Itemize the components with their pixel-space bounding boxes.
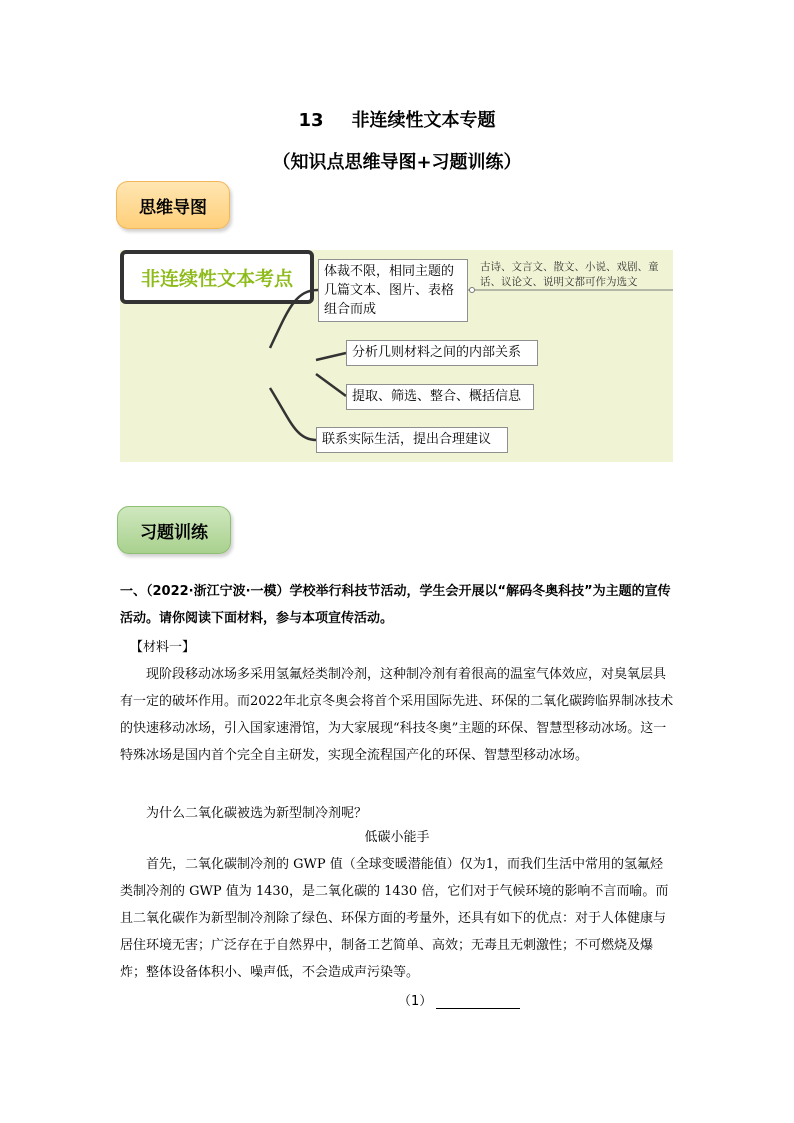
connector-1	[270, 290, 318, 348]
mindmap-diagram	[120, 250, 673, 462]
material-subtitle: 低碳小能手	[364, 830, 430, 845]
material-paragraph-2: 为什么二氧化碳被选为新型制冷剂呢？	[146, 806, 368, 821]
exercise-section-badge: 习题训练	[117, 506, 231, 554]
mindmap-node-4: 联系实际生活，提出合理建议	[316, 427, 508, 453]
question-intro: 一、（2022·浙江宁波·一模）学校举行科技节活动，学生会开展以“解码冬奥科技”为主题的宣传活动。请你阅读下面材料，参与本项宣传活动。	[120, 584, 671, 626]
mindmap-node-3: 提取、筛选、整合、概括信息	[346, 384, 534, 410]
doc-subtitle: （知识点思维导图+习题训练）	[272, 152, 522, 173]
mindmap-node-1: 体裁不限，相同主题的几篇文本、图片、表格组合而成	[318, 259, 468, 322]
connector-3	[316, 374, 346, 396]
material-label: 【材料一】	[130, 640, 196, 655]
mindmap-node-2: 分析几则材料之间的内部关系	[346, 340, 538, 366]
connector-4	[270, 388, 316, 440]
doc-title	[0, 106, 794, 132]
answer-blank	[398, 990, 520, 1009]
doc-title-number: 13	[298, 110, 324, 131]
answer-blank-label: （1）	[398, 994, 433, 1009]
material-paragraph-3: 首先，二氧化碳制冷剂的 GWP 值（全球变暖潜能值）仅为1，而我们生活中常用的氢氟烃类制冷剂的 GWP 值为 1430，是二氧化碳的 1430 倍，它们对于气候环境的影响不言而喻。而且二氧化碳作为新型制冷剂除了绿色、环保方面的考量外，还具有如下的优点：对于人体健康与居住环境无害；广泛存在于自然界中，制备工艺简单、高效；无毒且无刺激性；不可燃烧及爆炸；整体设备体积小、噪声低，不会造成声污染等。	[120, 857, 669, 980]
connector-2	[316, 353, 346, 360]
mindmap-side-note: 古诗、文言文、散文、小说、戏剧、童话、议论文、说明文都可作为选文	[480, 261, 659, 288]
mindmap-center-node: 非连续性文本考点	[120, 250, 314, 304]
mindmap-section-badge: 思维导图	[116, 181, 230, 229]
material-paragraph-1: 现阶段移动冰场多采用氢氟烃类制冷剂，这种制冷剂有着很高的温室气体效应，对臭氧层具有一定的破坏作用。而2022年北京冬奥会将首个采用国际先进、环保的二氧化碳跨临界制冰技术的快速移动冰场，引入国家速滑馆，为大家展现“科技冬奥”主题的环保、智慧型移动冰场。这一特殊冰场是国内首个完全自主研发，实现全流程国产化的环保、智慧型移动冰场。	[120, 667, 674, 763]
note-connector-dot	[470, 288, 475, 293]
answer-blank-line	[436, 996, 520, 1009]
doc-title-text: 非连续性文本专题	[351, 110, 496, 131]
